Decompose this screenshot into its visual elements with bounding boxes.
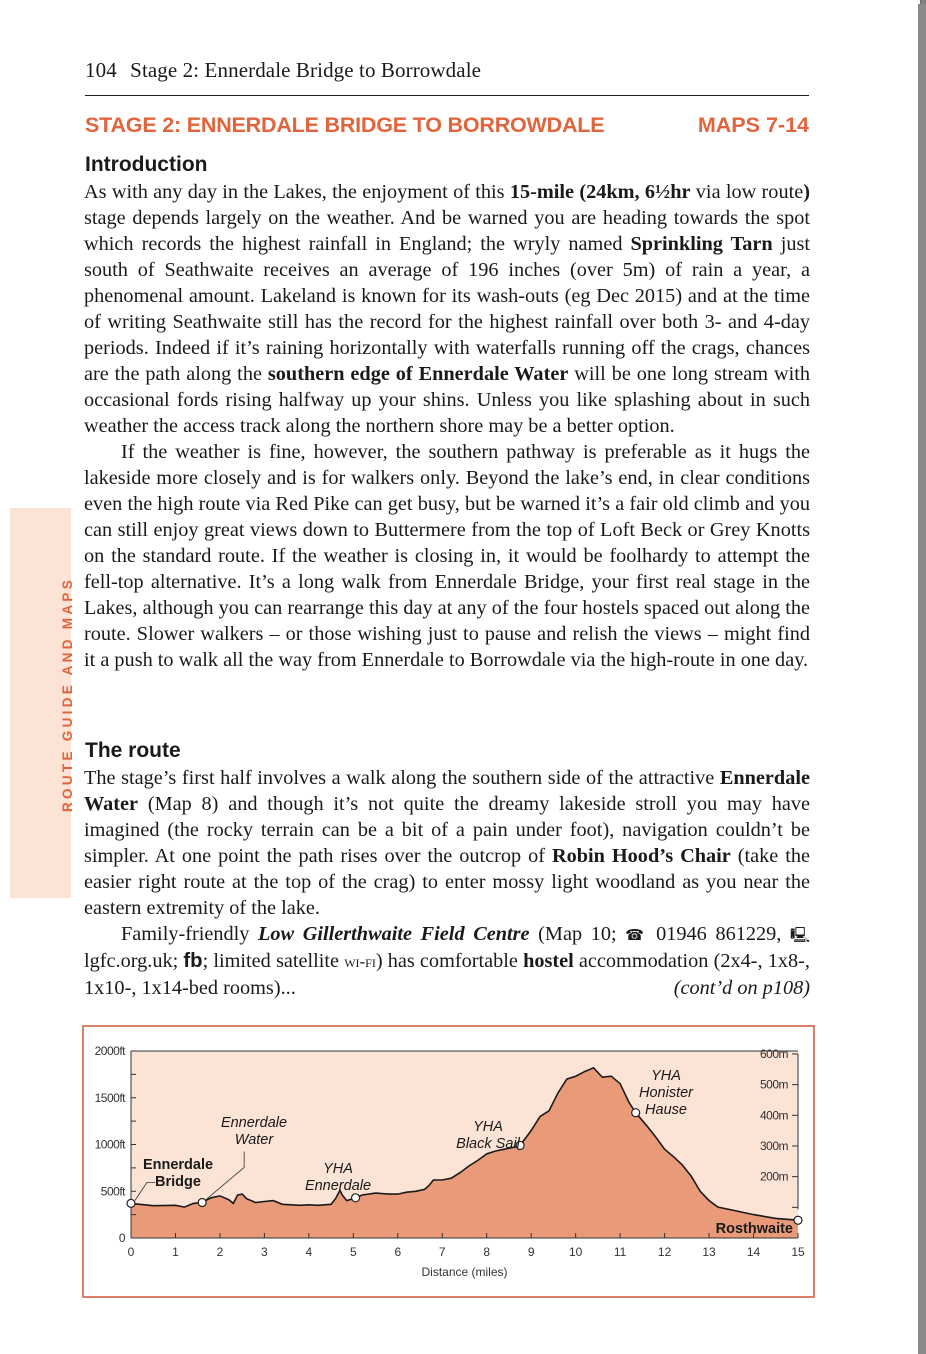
y-tick-label-left: 500ft: [100, 1184, 125, 1199]
page-edge-shadow: [918, 4, 926, 1354]
x-tick-label: 12: [657, 1245, 672, 1259]
waypoint-label: Honister: [639, 1085, 693, 1101]
y-tick-label-left: 1500ft: [94, 1090, 125, 1105]
x-tick-label: 7: [438, 1245, 446, 1259]
route-paragraph-1: [84, 765, 810, 921]
elevation-chart-svg: [84, 1027, 813, 1296]
website-link[interactable]: lgfc.org.uk;: [84, 950, 184, 972]
running-head: [85, 58, 481, 83]
text-run: will be one long stream with occasional fords rising halfway up your shins. Unless you like splashing about in such weather the access track along the northern shore may be a better option.: [84, 363, 810, 437]
phone-number: 01946 861229,: [647, 923, 790, 945]
place-sprinkling-tarn: Sprinkling Tarn: [630, 233, 773, 255]
x-axis-label: Distance (miles): [421, 1265, 508, 1279]
y-tick-label-left: 0: [118, 1231, 125, 1245]
text-run: (take the easier right route at the top of the crag) to enter mossy light woodland as you near the eastern extremity of the lake.: [84, 845, 810, 919]
header-rule: [85, 95, 809, 96]
waypoint-marker: [198, 1198, 206, 1206]
x-tick-label: 14: [746, 1245, 761, 1259]
stage-title: STAGE 2: ENNERDALE BRIDGE TO BORROWDALE: [85, 113, 605, 137]
wifi-label: wi-fi: [344, 952, 376, 971]
waypoint-marker: [127, 1199, 135, 1207]
route-paragraph-2: [84, 921, 810, 1001]
computer-icon: 🖳: [789, 926, 810, 944]
x-tick-label: 6: [394, 1245, 402, 1259]
y-tick-label-right: 400m: [759, 1108, 788, 1123]
waypoint-marker: [352, 1194, 360, 1202]
x-tick-label: 9: [527, 1245, 535, 1259]
text-run: The stage’s first half involves a walk along the southern side of the attractive: [84, 767, 720, 789]
x-tick-label: 3: [261, 1245, 268, 1259]
y-tick-label-right: 600m: [759, 1046, 788, 1061]
y-tick-label-right: 500m: [759, 1077, 788, 1092]
text-run: via low route: [690, 181, 804, 203]
telephone-icon: ☎: [625, 926, 648, 944]
continued-note: (cont’d on p108): [673, 977, 810, 999]
text-run: Family-friendly: [121, 923, 259, 945]
waypoint-marker: [794, 1216, 802, 1224]
hostel-keyword: hostel: [523, 950, 574, 972]
text-run-bold: ): [803, 181, 810, 203]
waypoint-marker: [632, 1109, 640, 1117]
introduction-body: [84, 179, 810, 673]
y-tick-label-left: 2000ft: [94, 1044, 125, 1058]
waypoint-label: Rosthwaite: [715, 1221, 793, 1237]
page-number: 104: [85, 58, 117, 82]
text-run: ; limited satellite: [202, 950, 345, 972]
y-tick-label-right: 300m: [759, 1138, 788, 1153]
text-run: (Map 10;: [529, 923, 626, 945]
waypoint-label: YHA: [473, 1119, 503, 1135]
route-body: [84, 765, 810, 1001]
waypoint-label: Water: [234, 1132, 274, 1148]
y-tick-label-right: 200m: [759, 1169, 788, 1184]
waypoint-label: Ennerdale: [142, 1157, 214, 1173]
maps-reference: MAPS 7-14: [697, 113, 809, 137]
x-tick-label: 13: [702, 1245, 716, 1259]
elevation-profile-chart: [82, 1025, 815, 1298]
x-tick-label: 11: [613, 1245, 627, 1259]
x-tick-label: 0: [127, 1245, 135, 1259]
text-run: just south of Seathwaite receives an average of 196 inches (over 5m) of rain a year, a phenomenal amount. Lakeland is known for its wash-outs (eg Dec 2015) and at the time of writing Seathwaite still has the record for the highest rainfall over both 3- and 4-day periods. Indeed if it’s raining horizontally with waterfalls running off the crags, chances are the path along the: [84, 233, 810, 385]
place-southern-edge: southern edge of Ennerdale Water: [267, 363, 569, 385]
waypoint-label: Black Sail: [456, 1136, 520, 1152]
waypoint-label: Hause: [645, 1102, 687, 1118]
intro-paragraph-1: [84, 179, 810, 439]
text-run: ) has comfortable: [375, 950, 524, 972]
x-tick-label: 5: [349, 1245, 357, 1259]
place-ennerdale-water: Ennerdale Water: [84, 767, 810, 815]
waypoint-label: Ennerdale: [304, 1178, 372, 1194]
introduction-heading: Introduction: [85, 153, 208, 176]
waypoint-label: YHA: [651, 1068, 681, 1084]
running-head-title: Stage 2: Ennerdale Bridge to Borrowdale: [130, 58, 482, 82]
intro-paragraph-2: If the weather is fine, however, the southern pathway is preferable as it hugs the lakeside more closely and is for walkers only. Beyond the lake’s end, in clear conditions even the high route via Red Pike can get busy, but be warned it’s a fair old climb and you can still enjoy great views down to Buttermere from the top of Loft Beck or Grey Knotts on the standard route. If the weather is closing in, it would be foolhardy to attempt the fell-top alternative. It’s a long walk from Ennerdale Bridge, your first real stage in the Lakes, although you can rearrange this day at any of the four hostels spaced out along the route. Slower walkers – or those wishing just to pause and relish the views – might find it a push to walk all the way from Ennerdale to Borrowdale via the high-route in one day.: [84, 441, 810, 671]
text-run: (Map 8) and though it’s not quite the dreamy lakeside stroll you may have imagined (the rocky terrain can be a bit of a pain under foot), navigation couldn’t be simpler. At one point the path rises over the outcrop of: [84, 793, 810, 867]
x-tick-label: 8: [483, 1245, 491, 1259]
x-tick-label: 2: [216, 1245, 224, 1259]
distance-highlight: 15-mile (24km, 6½hr: [509, 181, 691, 203]
x-tick-label: 4: [305, 1245, 313, 1259]
text-run: As with any day in the Lakes, the enjoyment of this: [84, 181, 510, 203]
text-run: accommodation (2x4-, 1x8-, 1x10-, 1x14-bed rooms)...: [84, 950, 810, 999]
place-robin-hoods-chair: Robin Hood’s Chair: [551, 845, 731, 867]
waypoint-label: Ennerdale: [220, 1115, 288, 1131]
hostel-name: Low Gillerthwaite Field Centre: [258, 923, 530, 945]
x-tick-label: 1: [172, 1245, 179, 1259]
facebook-marker: fb: [183, 950, 203, 972]
waypoint-label: YHA: [323, 1161, 353, 1177]
section-side-label: ROUTE GUIDE AND MAPS: [60, 576, 75, 812]
waypoint-label: Bridge: [155, 1174, 201, 1190]
y-tick-label-left: 1000ft: [94, 1137, 125, 1152]
x-tick-label: 10: [568, 1245, 583, 1259]
x-tick-label: 15: [791, 1245, 805, 1259]
route-heading: The route: [85, 739, 181, 762]
text-run: stage depends largely on the weather. And be warned you are heading towards the spot which records the highest rainfall in England; the wryly named: [84, 207, 810, 255]
